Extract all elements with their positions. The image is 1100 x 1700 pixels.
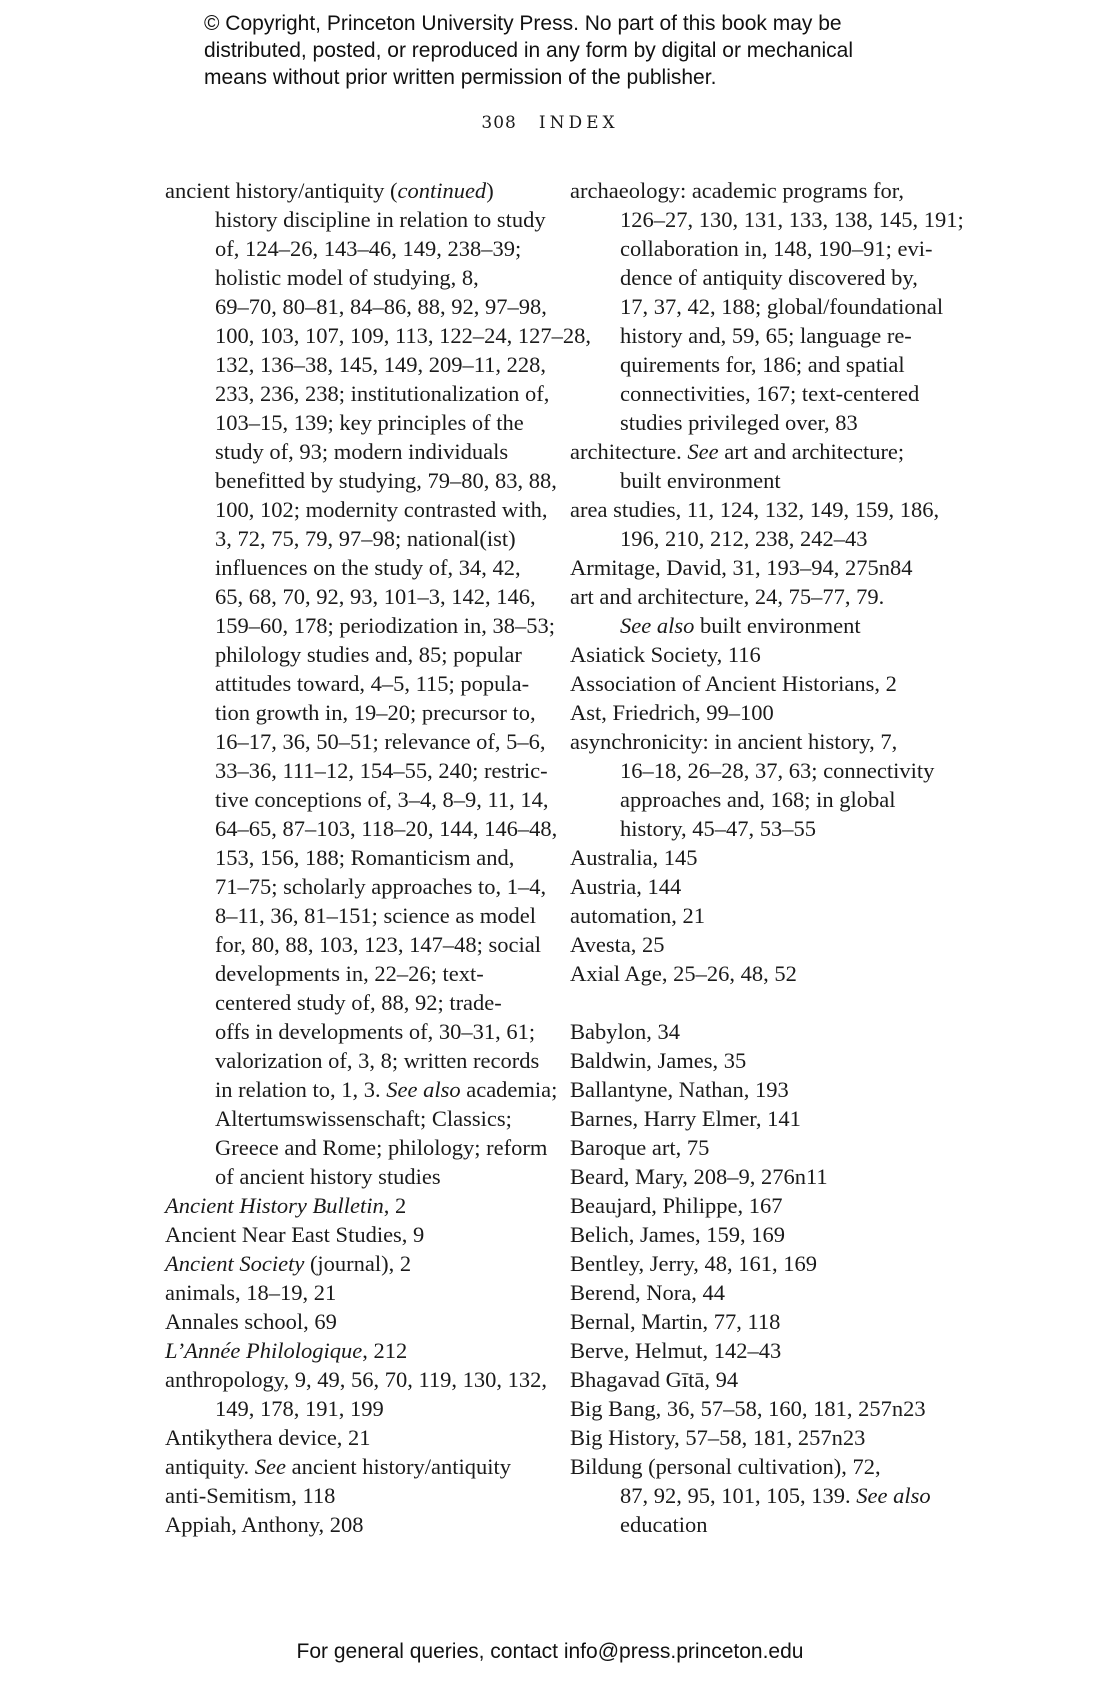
index-line: 16–17, 36, 50–51; relevance of, 5–6,: [215, 729, 546, 754]
index-line: anti-Semitism, 118: [165, 1483, 336, 1508]
index-line: developments in, 22–26; text-: [215, 961, 484, 986]
index-entry: [165, 1307, 550, 1336]
index-line: attitudes toward, 4–5, 115; popula-: [215, 671, 530, 696]
index-line: Ancient Society (journal), 2: [165, 1251, 412, 1276]
index-entry: [570, 1104, 940, 1133]
index-line: of, 124–26, 143–46, 149, 238–39;: [215, 236, 522, 261]
index-line: 3, 72, 75, 79, 97–98; national(ist): [215, 526, 516, 551]
index-line: Austria, 144: [570, 874, 682, 899]
index-line: Barnes, Harry Elmer, 141: [570, 1106, 801, 1131]
index-line: philology studies and, 85; popular: [215, 642, 522, 667]
index-line: L’Année Philologique, 212: [165, 1338, 408, 1363]
index-entry: [570, 1365, 940, 1394]
index-line: 64–65, 87–103, 118–20, 144, 146–48,: [215, 816, 558, 841]
index-entry: [165, 1191, 550, 1220]
copyright-line: © Copyright, Princeton University Press. No part of this book may be: [204, 12, 842, 35]
index-line: holistic model of studying, 8,: [215, 265, 479, 290]
index-line: Big History, 57–58, 181, 257n23: [570, 1425, 866, 1450]
index-line: Bentley, Jerry, 48, 161, 169: [570, 1251, 818, 1276]
index-line: 17, 37, 42, 188; global/foundational: [620, 294, 944, 319]
index-line: 126–27, 130, 131, 133, 138, 145, 191;: [620, 207, 964, 232]
index-line: Beard, Mary, 208–9, 276n11: [570, 1164, 828, 1189]
index-line: Belich, James, 159, 169: [570, 1222, 785, 1247]
index-line: 69–70, 80–81, 84–86, 88, 92, 97–98,: [215, 294, 547, 319]
index-entry: [165, 1249, 550, 1278]
index-entry: [165, 1220, 550, 1249]
index-entry: [165, 1452, 550, 1481]
index-line: Big Bang, 36, 57–58, 160, 181, 257n23: [570, 1396, 926, 1421]
index-entry: [570, 1046, 940, 1075]
index-line: animals, 18–19, 21: [165, 1280, 337, 1305]
running-head: [0, 113, 1100, 133]
index-line: history discipline in relation to study: [215, 207, 546, 232]
index-line: asynchronicity: in ancient history, 7,: [570, 729, 898, 754]
index-line: dence of antiquity discovered by,: [620, 265, 918, 290]
letter-group-gap: [570, 988, 940, 1017]
index-line: approaches and, 168; in global: [620, 787, 896, 812]
contact-footer: For general queries, contact info@press.princeton.edu: [296, 1640, 804, 1663]
index-line: 103–15, 139; key principles of the: [215, 410, 524, 435]
index-entry: [570, 1278, 940, 1307]
index-line: connectivities, 167; text-centered: [620, 381, 920, 406]
index-line: art and architecture, 24, 75–77, 79.: [570, 584, 885, 609]
index-line: in relation to, 1, 3. See also academia;: [215, 1077, 558, 1102]
index-entry: [570, 1075, 940, 1104]
index-column-right: [570, 176, 964, 1539]
index-line: Bildung (personal cultivation), 72,: [570, 1454, 881, 1479]
index-line: archaeology: academic programs for,: [570, 178, 904, 203]
index-line: study of, 93; modern individuals: [215, 439, 509, 464]
index-line: 153, 156, 188; Romanticism and,: [215, 845, 515, 870]
index-entry: [570, 1394, 940, 1423]
copyright-notice: [204, 10, 924, 91]
copyright-line: distributed, posted, or reproduced in any form by digital or mechanical: [204, 39, 854, 62]
index-entry: [570, 1162, 940, 1191]
index-line: 132, 136–38, 145, 149, 209–11, 228,: [215, 352, 547, 377]
index-entry: [165, 1365, 550, 1423]
index-line: 100, 102; modernity contrasted with,: [215, 497, 548, 522]
index-line: Appiah, Anthony, 208: [165, 1512, 364, 1537]
index-line: 87, 92, 95, 101, 105, 139. See also: [620, 1483, 931, 1508]
index-line: Ast, Friedrich, 99–100: [570, 700, 774, 725]
index-entry: [165, 1481, 550, 1510]
index-line: 149, 178, 191, 199: [215, 1396, 384, 1421]
index-line: for, 80, 88, 103, 123, 147–48; social: [215, 932, 541, 957]
index-line: Bernal, Martin, 77, 118: [570, 1309, 781, 1334]
index-line: valorization of, 3, 8; written records: [215, 1048, 540, 1073]
index-line: education: [620, 1512, 708, 1537]
index-line: Bhagavad Gītā, 94: [570, 1367, 739, 1392]
index-line: Avesta, 25: [570, 932, 665, 957]
index-line: benefitted by studying, 79–80, 83, 88,: [215, 468, 557, 493]
index-line: Ballantyne, Nathan, 193: [570, 1077, 789, 1102]
index-entry: [570, 901, 940, 930]
index-entry: [165, 1278, 550, 1307]
index-line: Altertumswissenschaft; Classics;: [215, 1106, 512, 1131]
index-entry: [570, 843, 940, 872]
index-line: centered study of, 88, 92; trade-: [215, 990, 502, 1015]
index-line: Beaujard, Philippe, 167: [570, 1193, 783, 1218]
index-line: of ancient history studies: [215, 1164, 441, 1189]
index-line: offs in developments of, 30–31, 61;: [215, 1019, 536, 1044]
index-line: Australia, 145: [570, 845, 698, 870]
index-entry: [165, 1510, 550, 1539]
index-line: 8–11, 36, 81–151; science as model: [215, 903, 536, 928]
index-line: 100, 103, 107, 109, 113, 122–24, 127–28,: [215, 323, 592, 348]
index-line: quirements for, 186; and spatial: [620, 352, 905, 377]
index-entry: [165, 176, 592, 1191]
index-line: Ancient Near East Studies, 9: [165, 1222, 425, 1247]
index-line: 196, 210, 212, 238, 242–43: [620, 526, 868, 551]
index-line: collaboration in, 148, 190–91; evi-: [620, 236, 933, 261]
index-entry: [165, 1336, 550, 1365]
index-line: history, 45–47, 53–55: [620, 816, 817, 841]
index-entry: [570, 495, 940, 553]
index-line: 65, 68, 70, 92, 93, 101–3, 142, 146,: [215, 584, 536, 609]
index-entry: [570, 727, 940, 843]
index-entry: [570, 1336, 940, 1365]
index-line: tive conceptions of, 3–4, 8–9, 11, 14,: [215, 787, 549, 812]
index-line: 33–36, 111–12, 154–55, 240; restric-: [215, 758, 548, 783]
index-entry: [570, 582, 940, 640]
index-line: See also built environment: [620, 613, 861, 638]
index-entry: [570, 669, 940, 698]
index-line: Armitage, David, 31, 193–94, 275n84: [570, 555, 913, 580]
index-line: anthropology, 9, 49, 56, 70, 119, 130, 132,: [165, 1367, 548, 1392]
index-line: area studies, 11, 124, 132, 149, 159, 186,: [570, 497, 940, 522]
index-line: Asiatick Society, 116: [570, 642, 761, 667]
index-line: architecture. See art and architecture;: [570, 439, 905, 464]
index-entry: [570, 1220, 940, 1249]
index-line: studies privileged over, 83: [620, 410, 858, 435]
index-entry: [570, 1191, 940, 1220]
index-entry: [570, 640, 940, 669]
index-line: Berve, Helmut, 142–43: [570, 1338, 782, 1363]
index-line: Babylon, 34: [570, 1019, 680, 1044]
index-entry: [570, 872, 940, 901]
index-entry: [165, 1423, 550, 1452]
index-entry: [570, 1133, 940, 1162]
index-column-left: [165, 176, 592, 1539]
index-line: 71–75; scholarly approaches to, 1–4,: [215, 874, 547, 899]
index-line: Ancient History Bulletin, 2: [165, 1193, 407, 1218]
index-line: Association of Ancient Historians, 2: [570, 671, 897, 696]
index-line: automation, 21: [570, 903, 705, 928]
page-number: 308: [481, 113, 517, 133]
index-line: Antikythera device, 21: [165, 1425, 371, 1450]
index-line: antiquity. See ancient history/antiquity: [165, 1454, 511, 1479]
index-line: 159–60, 178; periodization in, 38–53;: [215, 613, 555, 638]
index-entry: [570, 1307, 940, 1336]
index-entry: [570, 959, 940, 988]
index-entry: [570, 176, 964, 437]
index-line: 16–18, 26–28, 37, 63; connectivity: [620, 758, 935, 783]
index-line: Axial Age, 25–26, 48, 52: [570, 961, 797, 986]
index-line: Baroque art, 75: [570, 1135, 710, 1160]
index-entry: [570, 1452, 940, 1539]
index-entry: [570, 930, 940, 959]
index-line: 233, 236, 238; institutionalization of,: [215, 381, 550, 406]
index-line: history and, 59, 65; language re-: [620, 323, 912, 348]
copyright-line: means without prior written permission of the publisher.: [204, 66, 717, 89]
index-line: Berend, Nora, 44: [570, 1280, 725, 1305]
index-entry: [570, 1017, 940, 1046]
index-entry: [570, 1249, 940, 1278]
index-line: Greece and Rome; philology; reform: [215, 1135, 548, 1160]
index-entry: [570, 1423, 940, 1452]
index-line: ancient history/antiquity (continued): [165, 178, 494, 203]
index-line: Annales school, 69: [165, 1309, 337, 1334]
index-line: tion growth in, 19–20; precursor to,: [215, 700, 536, 725]
index-line: influences on the study of, 34, 42,: [215, 555, 521, 580]
index-entry: [570, 553, 940, 582]
index-line: built environment: [620, 468, 781, 493]
index-entry: [570, 698, 940, 727]
index-entry: [570, 437, 940, 495]
index-line: Baldwin, James, 35: [570, 1048, 747, 1073]
running-title: INDEX: [538, 113, 619, 133]
